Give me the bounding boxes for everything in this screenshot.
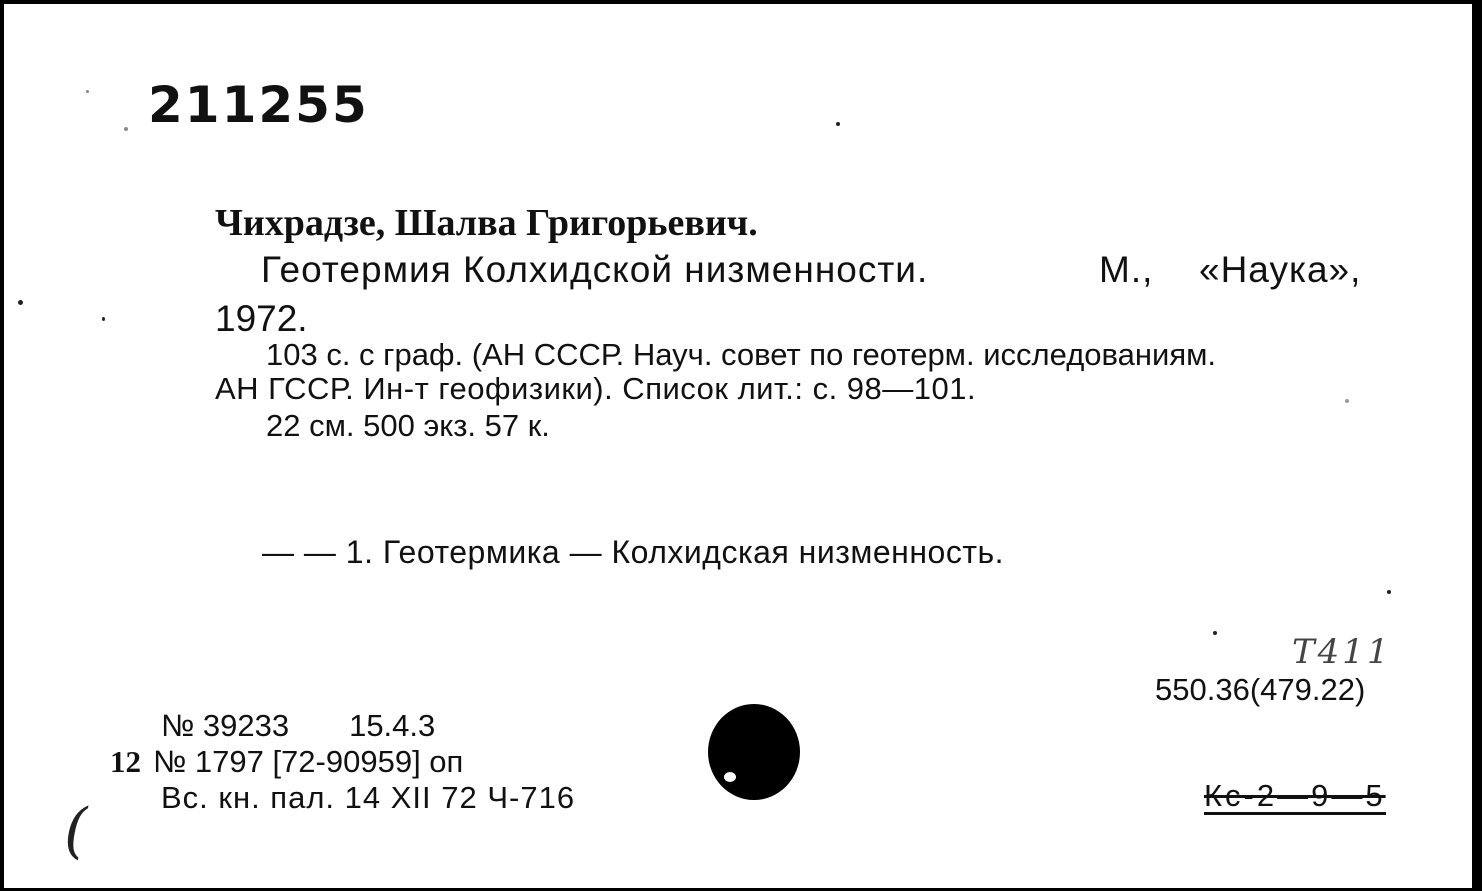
book-title: Геотермия Колхидской низменности. <box>261 249 929 290</box>
publication-year: 1972. <box>215 298 308 339</box>
record-number-line <box>161 710 435 741</box>
pencil-mark: ( <box>64 796 88 866</box>
author-heading: Чихрадзе, Шалва Григорьевич. <box>215 202 758 244</box>
description-line: АН ГССР. Ин-т геофизики). Список лит.: с. 98—101. <box>215 371 977 406</box>
ink-speck <box>86 90 89 93</box>
order-prefix: 12 <box>110 744 141 779</box>
order-text: № 1797 [72-90959] оп <box>153 744 464 779</box>
handwritten-mark: Т411 <box>1292 632 1392 672</box>
record-code: 15.4.3 <box>349 708 436 743</box>
publication-place: М., <box>1099 249 1154 290</box>
order-line <box>110 746 463 777</box>
subject-heading: — — 1. Геотермика — Колхидская низменность. <box>262 534 1005 570</box>
ink-speck <box>102 317 105 321</box>
classification-code: Кс-2—9—5 <box>1204 778 1386 813</box>
ink-speck <box>1213 631 1217 635</box>
chamber-line: Вс. кн. пал. 14 XII 72 Ч-716 <box>161 780 576 815</box>
ink-speck <box>1345 399 1349 403</box>
inventory-number: 211255 <box>148 76 369 134</box>
description-line: 103 с. с граф. (АН СССР. Науч. совет по геотерм. исследованиям. <box>266 337 1217 372</box>
description-line: 22 см. 500 экз. 57 к. <box>266 408 550 443</box>
publisher: «Наука», <box>1199 249 1362 290</box>
ink-speck <box>18 300 23 305</box>
ink-speck <box>124 127 128 131</box>
udc-index: 550.36(479.22) <box>1155 672 1366 707</box>
ink-speck <box>836 122 840 126</box>
ink-speck <box>1387 590 1391 594</box>
punch-hole <box>708 704 800 800</box>
record-number: № 39233 <box>161 708 290 743</box>
